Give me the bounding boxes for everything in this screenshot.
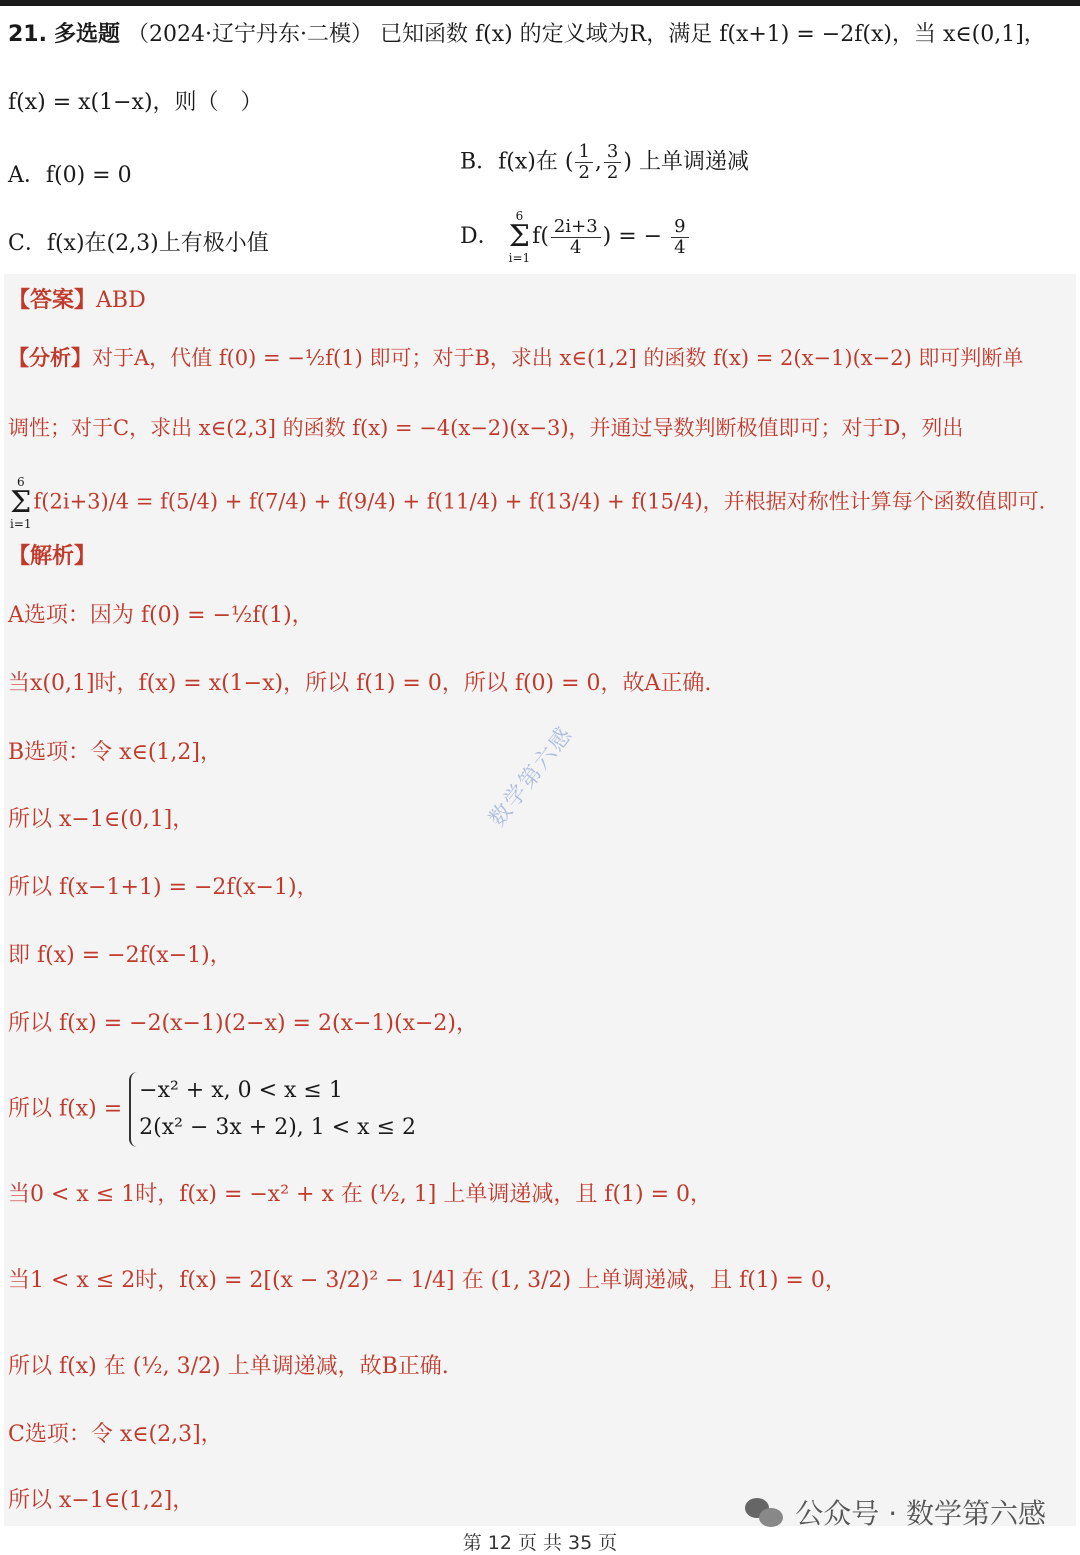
analysis-line-1: 【分析】对于A，代值 f(0) = −½f(1) 即可；对于B，求出 x∈(1,2] 的函数 f(x) = 2(x−1)(x−2) 即可判断单 xyxy=(8,346,1024,370)
question-stem-2: f(x) = x(1−x)，则（ ） xyxy=(8,90,263,115)
option-b: B．f(x)在 ( $\frac{1}{2}$ , $\frac{3}{2}$ ) 上单调递减 xyxy=(460,141,749,183)
page-footer: 第 12 页 共 35 页 xyxy=(462,1532,618,1554)
step-line: B选项：令 x∈(1,2]， xyxy=(8,740,223,765)
top-rule xyxy=(0,0,1080,6)
step-line: 所以 f(x) 在 (½, 3/2) 上单调递减，故B正确. xyxy=(8,1354,449,1379)
analysis-line-2: 调性；对于C，求出 x∈(2,3] 的函数 f(x) = −4(x−2)(x−3)，并通过导数判断极值即可；对于D，列出 xyxy=(8,416,964,440)
step-line: 当1 < x ≤ 2时，f(x) = 2[(x − 3/2)² − 1/4] 在 (1, 3/2) 上单调递减，且 f(1) = 0， xyxy=(8,1268,847,1293)
question-type: 多选题 xyxy=(53,22,120,47)
option-d: D． 6 Σ i=1f( $\frac{2i+3}{4}$ ) = − $\frac{9}{4}$ xyxy=(460,210,691,264)
step-line: C选项：令 x∈(2,3]， xyxy=(8,1422,223,1447)
brand-label: 公众号 · 数学第六感 xyxy=(745,1492,1046,1532)
option-c: C．f(x)在(2,3)上有极小值 xyxy=(8,231,269,256)
question-line-1 xyxy=(8,22,1072,48)
fraction: $\frac{2i+3}{4}$ xyxy=(551,217,601,258)
wechat-icon xyxy=(745,1496,785,1528)
step-line: A选项：因为 f(0) = −½f(1)， xyxy=(8,603,314,628)
answer-value: ABD xyxy=(96,288,146,313)
fraction: $\frac{3}{2}$ xyxy=(604,142,621,183)
question-stem-1: 已知函数 f(x) 的定义域为R，满足 f(x+1) = −2f(x)，当 x∈(0,1]， xyxy=(379,22,1046,47)
step-line: 所以 f(x−1+1) = −2f(x−1)， xyxy=(8,875,319,900)
sigma-symbol: 6 Σ i=1 xyxy=(10,475,32,531)
step-line: 所以 f(x) = −2(x−1)(2−x) = 2(x−1)(x−2)， xyxy=(8,1011,478,1036)
step-line: 所以 x−1∈(0,1]， xyxy=(8,807,195,832)
fraction: $\frac{1}{2}$ xyxy=(575,142,592,183)
analysis-label: 【分析】 xyxy=(8,346,92,370)
question-source: （2024·辽宁丹东·二模） xyxy=(127,22,373,47)
analysis-line-3: 6 Σ i=1f(2i+3)/4 = f(5/4) + f(7/4) + f(9/4) + f(11/4) + f(13/4) + f(15/4)，并根据对称性计算每个函数值即可. xyxy=(10,475,1046,531)
watermark: 数学第六感 xyxy=(484,721,579,832)
piecewise-line: 所以 f(x) = −x² + x, 0 < x ≤ 1 2(x² − 3x + 2), 1 < x ≤ 2 xyxy=(8,1072,1072,1147)
step-line: 当x(0,1]时，f(x) = x(1−x)，所以 f(1) = 0，所以 f(0) = 0，故A正确. xyxy=(8,671,712,696)
detail-label: 【解析】 xyxy=(8,544,97,569)
piecewise-brace: −x² + x, 0 < x ≤ 1 2(x² − 3x + 2), 1 < x ≤ 2 xyxy=(129,1072,416,1147)
step-line: 当0 < x ≤ 1时，f(x) = −x² + x 在 (½, 1] 上单调递减，且 f(1) = 0， xyxy=(8,1182,713,1207)
question-number: 21. xyxy=(8,22,47,47)
answer-line xyxy=(8,288,1072,314)
option-a: A．f(0) = 0 xyxy=(8,163,132,188)
answer-label: 【答案】 xyxy=(8,288,97,313)
step-line: 所以 x−1∈(1,2]， xyxy=(8,1488,195,1513)
sigma-symbol: 6 Σ i=1 xyxy=(508,209,531,265)
step-line: 即 f(x) = −2f(x−1)， xyxy=(8,943,232,968)
fraction: $\frac{9}{4}$ xyxy=(671,217,688,258)
